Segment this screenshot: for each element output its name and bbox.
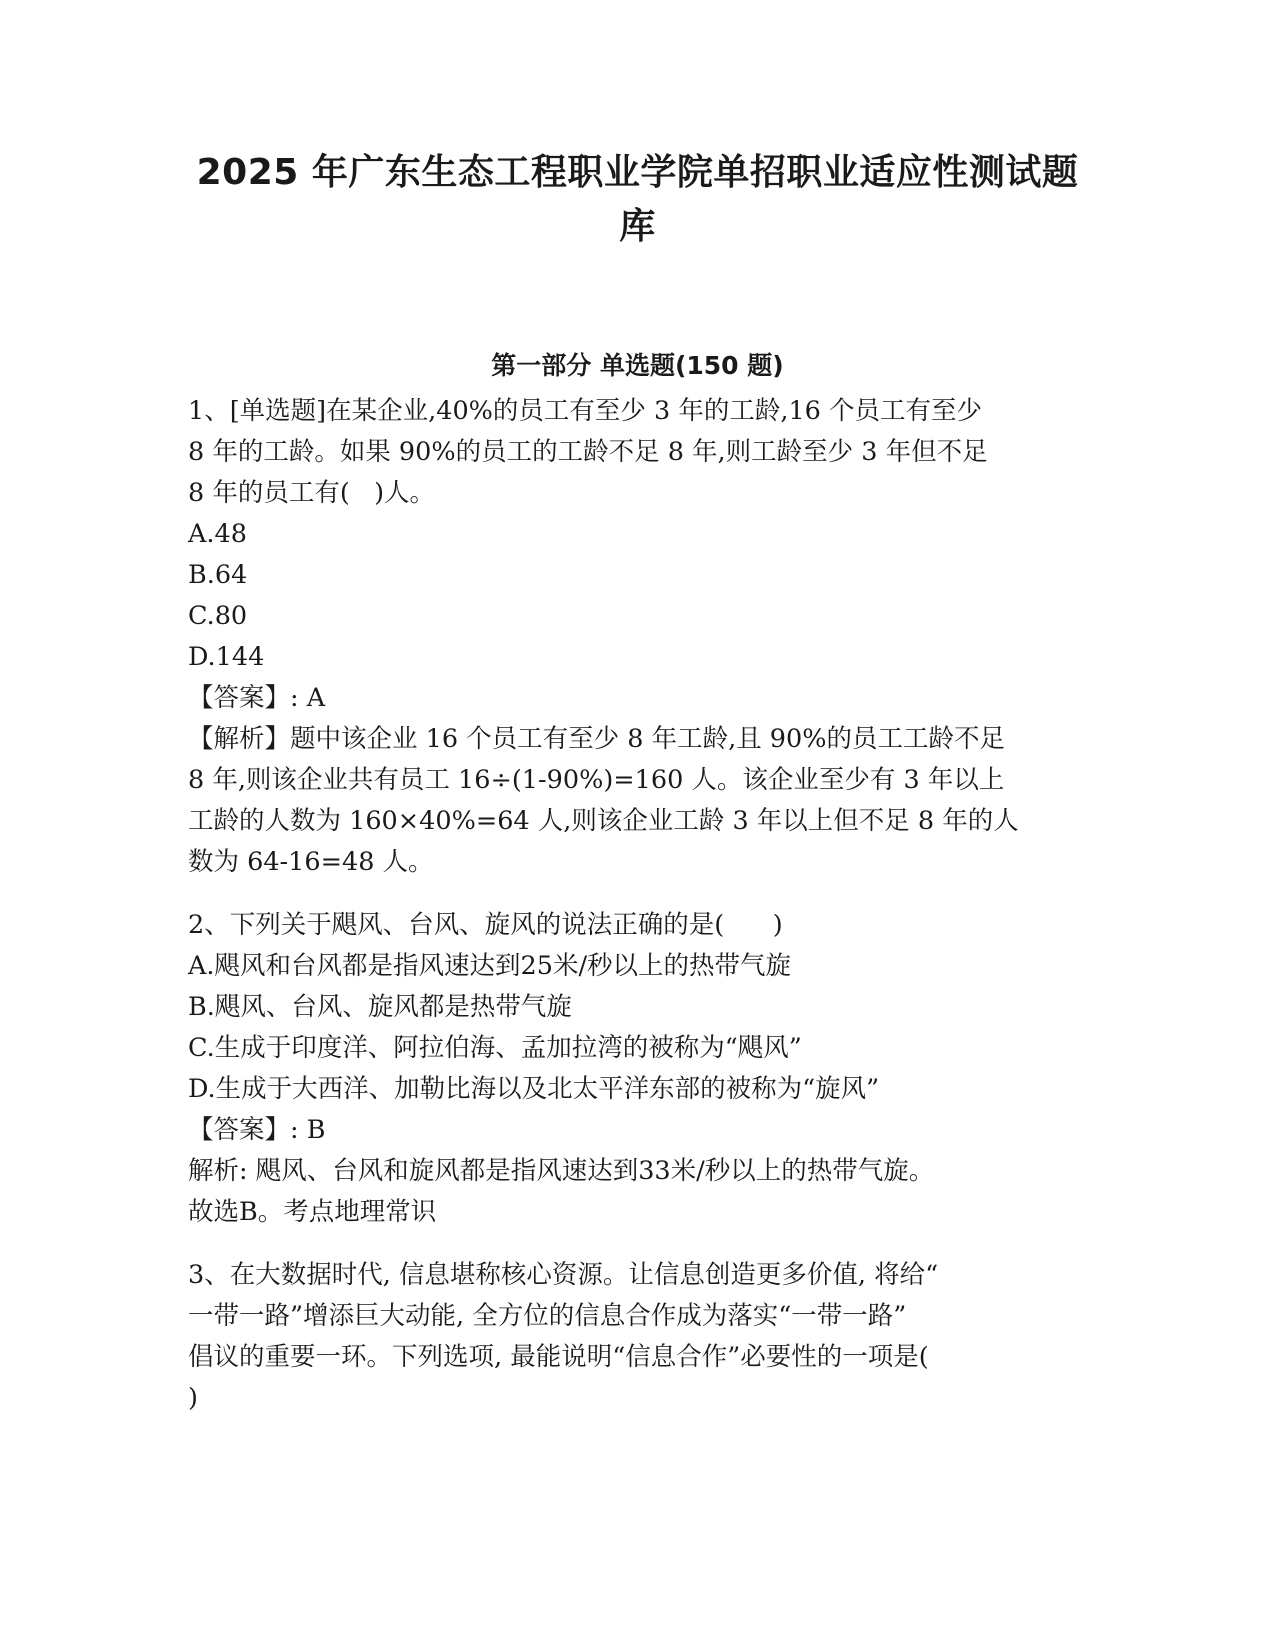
question-2-option-a: A.飓风和台风都是指风速达到25米/秒以上的热带气旋 (188, 951, 792, 981)
question-1-analysis-line-2: 8 年,则该企业共有员工 16÷(1-90%)=160 人。该企业至少有 3 年以上 (188, 765, 1005, 795)
document-title-line-2: 库 (619, 206, 656, 247)
question-2-option-b: B.飓风、台风、旋风都是热带气旋 (188, 992, 572, 1022)
question-2-stem-line-1: 2、下列关于飓风、台风、旋风的说法正确的是( ) (188, 910, 783, 940)
question-1-stem-line-1: 1、[单选题]在某企业,40%的员工有至少 3 年的工龄,16 个员工有至少 (188, 396, 983, 426)
question-3-stem-line-4: ) (188, 1383, 198, 1413)
question-2-answer: 【答案】: B (188, 1115, 326, 1145)
question-3-stem-line-2: 一带一路”增添巨大动能, 全方位的信息合作成为落实“一带一路” (188, 1301, 907, 1331)
document-title-line-1: 2025 年广东生态工程职业学院单招职业适应性测试题 (196, 152, 1079, 193)
question-1-stem-line-3: 8 年的员工有( )人。 (188, 478, 436, 508)
question-2-analysis-line-1: 解析: 飓风、台风和旋风都是指风速达到33米/秒以上的热带气旋。 (188, 1156, 935, 1186)
question-1-option-b: B.64 (188, 560, 248, 590)
question-2-analysis-line-2: 故选B。考点地理常识 (188, 1197, 437, 1227)
question-3-stem-line-1: 3、在大数据时代, 信息堪称核心资源。让信息创造更多价值, 将给“ (188, 1260, 939, 1290)
question-1-analysis-line-3: 工龄的人数为 160×40%=64 人,则该企业工龄 3 年以上但不足 8 年的人 (188, 806, 1019, 836)
section-heading: 第一部分 单选题(150 题) (491, 351, 784, 380)
question-2-option-c: C.生成于印度洋、阿拉伯海、孟加拉湾的被称为“飓风” (188, 1033, 802, 1063)
question-1-answer: 【答案】: A (188, 683, 326, 713)
document-title (150, 146, 1125, 254)
question-3-stem-line-3: 倡议的重要一环。下列选项, 最能说明“信息合作”必要性的一项是( (188, 1342, 929, 1372)
question-2-option-d: D.生成于大西洋、加勒比海以及北太平洋东部的被称为“旋风” (188, 1074, 880, 1104)
question-1-option-a: A.48 (188, 519, 247, 549)
question-1-option-c: C.80 (188, 601, 248, 631)
question-1-analysis-line-1: 【解析】题中该企业 16 个员工有至少 8 年工龄,且 90%的员工工龄不足 (188, 724, 1005, 754)
question-1-option-d: D.144 (188, 642, 265, 672)
question-1-analysis-line-4: 数为 64-16=48 人。 (188, 847, 434, 877)
question-1-stem-line-2: 8 年的工龄。如果 90%的员工的工龄不足 8 年,则工龄至少 3 年但不足 (188, 437, 988, 467)
